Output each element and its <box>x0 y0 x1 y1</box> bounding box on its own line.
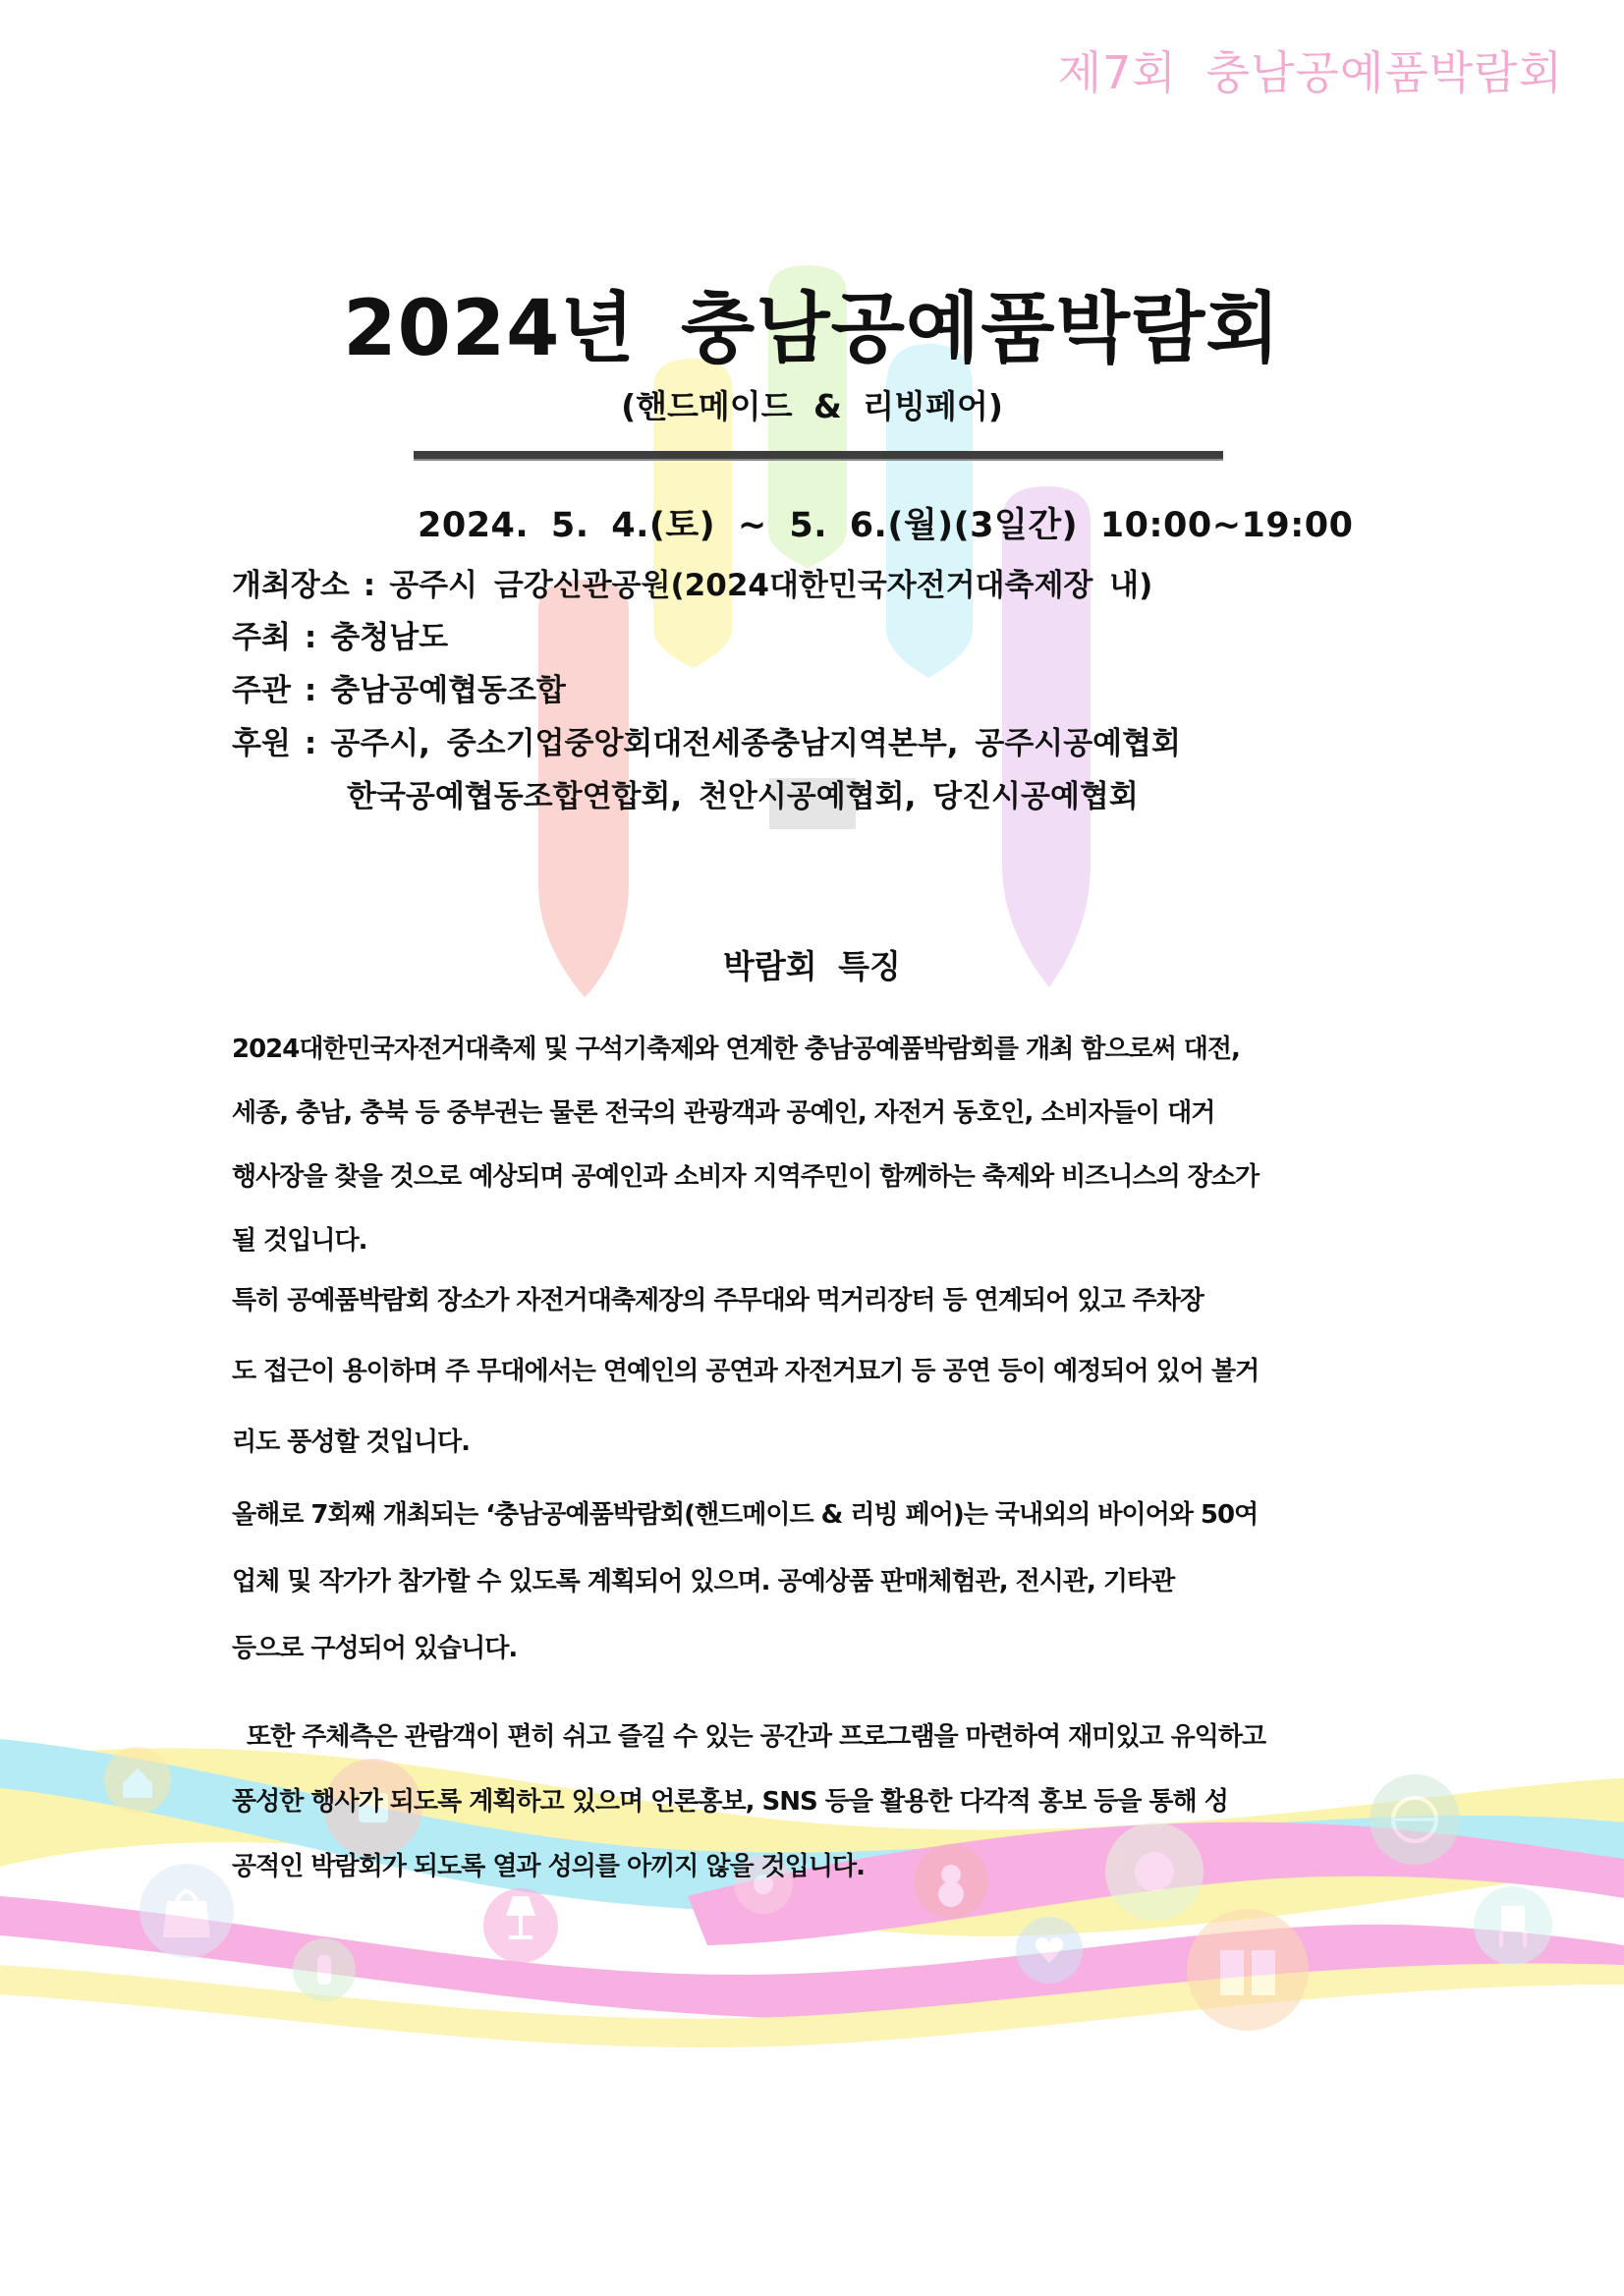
page-title: 2024년 충남공예품박람회 <box>343 285 1281 373</box>
venue-label: 개최장소 <box>232 568 350 603</box>
paragraph-line: 공적인 박람회가 되도록 열과 성의를 아끼지 않을 것입니다. <box>232 1852 866 1881</box>
host-label: 주최 <box>232 620 291 655</box>
house-icon <box>104 1747 171 1814</box>
features-paragraph-1 <box>232 1018 1259 1273</box>
features-paragraph-3 <box>232 1482 1258 1682</box>
sponsor-line-1: 공주시, 중소기업중앙회대전세종충남지역본부, 공주시공예협회 <box>330 726 1181 761</box>
paragraph-line: 등으로 구성되어 있습니다. <box>232 1634 518 1663</box>
paragraph-line: 세종, 충남, 충북 등 중부권는 물론 전국의 관광객과 공예인, 자전거 동호인, 소비자들이 대거 <box>232 1098 1215 1128</box>
venue-value: 공주시 금강신관공원(2024대한민국자전거대축제장 내) <box>389 568 1153 603</box>
paragraph-line: 2024대한민국자전거대축제 및 구석기축제와 연계한 충남공예품박람회를 개최 함으로써 대전, <box>232 1035 1240 1064</box>
paragraph-line: 올해로 7회째 개최되는 ‘충남공예품박람회(핸드메이드 & 리빙 페어)는 국내외의 바이어와 50여 <box>232 1500 1259 1530</box>
paragraph-line: 도 접근이 용이하며 주 무대에서는 연예인의 공연과 자전거묘기 등 공연 등이 예정되어 있어 볼거 <box>232 1357 1260 1386</box>
sponsor-line-2: 한국공예협동조합연합회, 천안시공예협회, 당진시공예협회 <box>347 779 1139 814</box>
bottle-icon <box>293 1938 356 2001</box>
page-subtitle: (핸드메이드 & 리빙페어) <box>621 387 1003 425</box>
bag-icon <box>140 1864 234 1958</box>
info-host <box>232 612 448 656</box>
paragraph-line: 행사장을 찾을 것으로 예상되며 공예인과 소비자 지역주민이 함께하는 축제와 비즈니스의 장소가 <box>232 1162 1260 1192</box>
paragraph-line: 또한 주체측은 관람객이 편히 쉬고 즐길 수 있는 공간과 프로그램을 마련하여 재미있고 유익하고 <box>247 1722 1266 1752</box>
features-paragraph-4 <box>232 1705 1266 1899</box>
edition-header: 제7회 충남공예품박람회 <box>1057 46 1563 99</box>
lamp-icon <box>483 1888 558 1963</box>
heart-icon <box>1016 1917 1083 1984</box>
sponsor-label: 후원 <box>232 726 291 761</box>
paragraph-line: 풍성한 행사가 되도록 계획하고 있으며 언론홍보, SNS 등을 활용한 다각적 홍보 등을 통해 성 <box>232 1787 1228 1817</box>
features-paragraph-2 <box>232 1265 1259 1478</box>
title-divider <box>414 451 1223 461</box>
paragraph-line: 업체 및 작가가 참가할 수 있도록 계획되어 있으며. 공예상품 판매체험관, 전시관, 기타관 <box>232 1567 1175 1596</box>
chair-icon <box>1474 1886 1552 1965</box>
info-venue <box>232 560 1152 604</box>
organizer-label: 주관 <box>232 673 291 708</box>
paragraph-line: 특히 공예품박람회 장소가 자전거대축제장의 주무대와 먹거리장터 등 연계되어 있고 주차장 <box>232 1286 1204 1316</box>
gift-icon <box>1187 1909 1309 2031</box>
organizer-value: 충남공예협동조합 <box>330 673 566 708</box>
info-sponsor <box>232 718 1181 762</box>
host-value: 충청남도 <box>330 620 449 655</box>
features-heading: 박람회 특징 <box>723 947 901 985</box>
venue-separator: : <box>363 568 376 603</box>
paragraph-line: 될 것입니다. <box>232 1226 367 1256</box>
host-separator: : <box>304 620 317 655</box>
organizer-separator: : <box>304 673 317 708</box>
globe-icon <box>1370 1774 1460 1865</box>
sponsor-separator: : <box>304 726 317 761</box>
event-dates: 2024. 5. 4.(토) ~ 5. 6.(월)(3일간) 10:00~19:00 <box>418 506 1354 545</box>
info-organizer <box>232 665 566 709</box>
paragraph-line: 리도 풍성할 것입니다. <box>232 1428 471 1457</box>
